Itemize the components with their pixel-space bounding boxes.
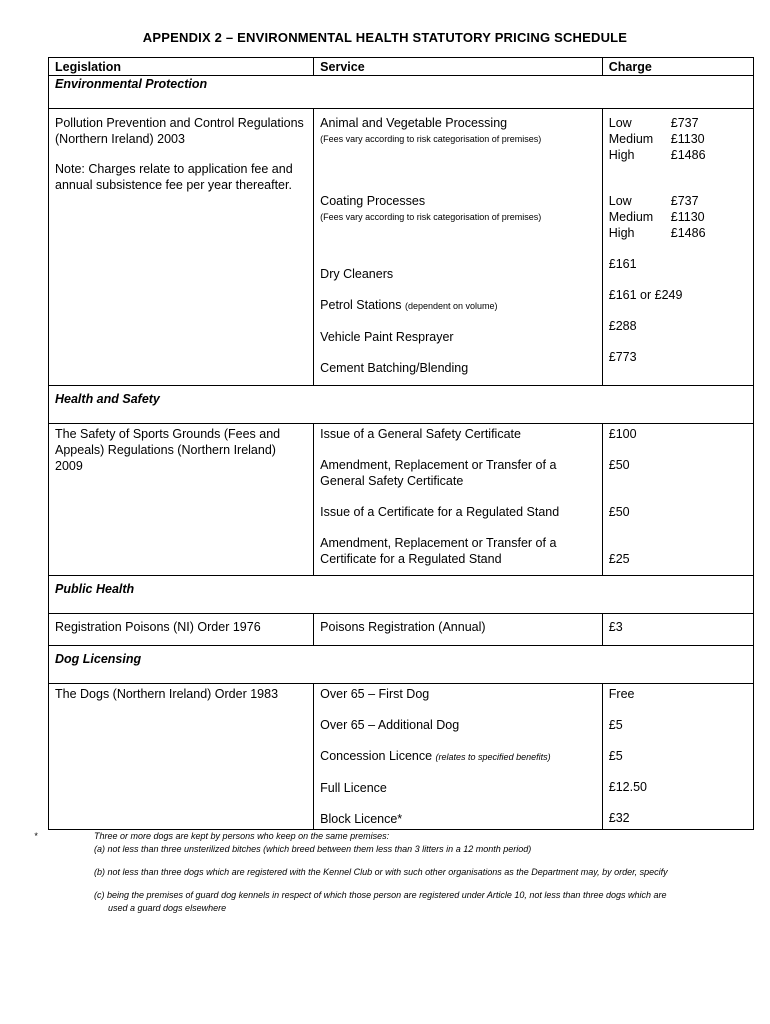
charge-cement: £773	[608, 350, 637, 364]
table-row	[49, 424, 754, 576]
charge-item: £3	[602, 614, 753, 646]
legislation-text: The Safety of Sports Grounds (Fees and Appeals) Regulations (Northern Ireland) 2009	[49, 424, 314, 576]
footnote-marker: *	[34, 831, 38, 841]
charge-item: Free	[608, 687, 635, 701]
footnote-intro: Three or more dogs are kept by persons who keep on the same premises:	[94, 831, 390, 841]
service-item: Amendment, Replacement or Transfer of a General Safety Certificate	[320, 458, 557, 488]
charge-item: £32	[608, 811, 630, 825]
header-legislation: Legislation	[49, 58, 314, 76]
service-item: Over 65 – First Dog	[320, 687, 430, 701]
service-vehicle: Vehicle Paint Resprayer	[320, 330, 454, 344]
page-title: APPENDIX 2 – ENVIRONMENTAL HEALTH STATUTORY PRICING SCHEDULE	[142, 30, 628, 45]
table-row	[49, 614, 754, 646]
service-coating-sub: (Fees vary according to risk categorisation of premises)	[320, 212, 542, 222]
charge-item: £12.50	[608, 780, 647, 794]
table-row	[49, 109, 754, 386]
charge-item: £5	[608, 749, 623, 763]
service-item: Poisons Registration (Annual)	[314, 614, 603, 646]
section-row	[49, 386, 754, 424]
service-item: Issue of a Certificate for a Regulated Stand	[320, 505, 560, 519]
charge-dry-cleaners: £161	[608, 257, 637, 271]
service-item: Issue of a General Safety Certificate	[320, 427, 521, 441]
table-header-row	[49, 58, 754, 76]
footnote-c: (c) being the premises of guard dog kennels in respect of which those person are registered under Article 10, not less than three dogs which are used a guard dogs elsewhere	[94, 890, 667, 913]
pricing-table	[48, 57, 754, 830]
legislation-text: Pollution Prevention and Control Regulations (Northern Ireland) 2003	[55, 116, 304, 146]
service-dry-cleaners: Dry Cleaners	[320, 267, 394, 281]
charge-petrol: £161 or £249	[608, 288, 683, 302]
charge-item: £50	[608, 505, 630, 519]
service-animal-sub: (Fees vary according to risk categorisation of premises)	[320, 134, 542, 144]
service-item: Block Licence*	[320, 812, 403, 826]
service-cement: Cement Batching/Blending	[320, 361, 469, 375]
charge-item: £100	[608, 427, 637, 441]
charge-vehicle: £288	[608, 319, 637, 333]
legislation-text: The Dogs (Northern Ireland) Order 1983	[49, 684, 314, 830]
section-row	[49, 576, 754, 614]
service-item: Amendment, Replacement or Transfer of a Certificate for a Regulated Stand	[320, 536, 557, 566]
section-public-health: Public Health	[49, 576, 754, 614]
charge-animal: Low £737 Medium £1130 High £1486	[608, 116, 706, 162]
section-row	[49, 646, 754, 684]
service-item: Concession Licence (relates to specified benefits)	[320, 749, 551, 763]
footnote-b: (b) not less than three dogs which are registered with the Kennel Club or with such other organisations as the Department may, by order, specify	[94, 867, 668, 877]
charge-item: £25	[608, 552, 630, 566]
service-item: Over 65 – Additional Dog	[320, 718, 460, 732]
service-petrol: Petrol Stations (dependent on volume)	[320, 298, 498, 312]
charge-item: £50	[608, 458, 630, 472]
legislation-text: Registration Poisons (NI) Order 1976	[49, 614, 314, 646]
section-row	[49, 76, 754, 109]
header-service: Service	[314, 58, 603, 76]
service-coating: Coating Processes	[320, 194, 426, 208]
table-row	[49, 684, 754, 830]
section-dog-licensing: Dog Licensing	[49, 646, 754, 684]
service-item: Full Licence	[320, 781, 387, 795]
header-charge: Charge	[602, 58, 753, 76]
footnote-a: (a) not less than three unsterilized bitches (which breed between them less than 3 litters in a 12 month period)	[94, 844, 532, 854]
charge-item: £5	[608, 718, 623, 732]
legislation-note: Note: Charges relate to application fee and annual subsistence fee per year thereafter.	[55, 162, 293, 192]
footnotes	[34, 830, 674, 915]
charge-coating: Low £737 Medium £1130 High £1486	[608, 194, 706, 240]
service-animal: Animal and Vegetable Processing	[320, 116, 508, 130]
section-health-and-safety: Health and Safety	[49, 386, 754, 424]
section-environmental-protection: Environmental Protection	[49, 76, 754, 109]
